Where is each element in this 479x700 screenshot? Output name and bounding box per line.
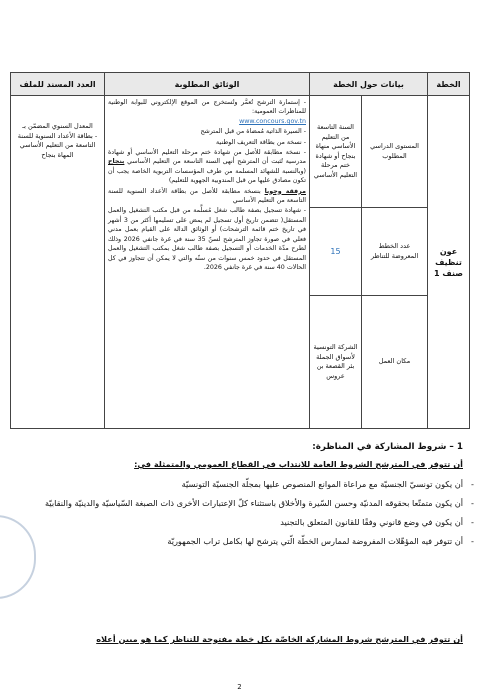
requirements-table [10, 72, 470, 429]
table-header-row [11, 73, 470, 96]
list-item: - أن يكون متمتّعا بحقوقه المدنيّة وحسن السّيرة والأخلاق باستثناء كلّ الإعتبارات الأخرى ذات الصبغة السّياسيّة والدينيّة والنقابيّة [18, 495, 463, 511]
header-plan: الخطة [428, 73, 470, 96]
list-item: - أن يكون تونسيّ الجنسيّة مع مراعاة الموانع المنصوص عليها بمجلّة الجنسيّة التونسيّة [18, 476, 463, 492]
page-number: 2 [237, 683, 242, 691]
section-subtitle: أن تتوفر في المترشح الشروط العامة للانتداب في القطاع العمومي والمتمثلة في: [134, 459, 463, 469]
header-count: العدد المسند للملف [11, 73, 105, 96]
header-plan-data: بيانات حول الخطة [310, 73, 428, 96]
section-closing: أن تتوفر في المترشح شروط المشاركة الخاصّة بكل خطة مفتوحة للتناظر كما هو مبين أعلاه [96, 634, 463, 644]
required-docs [105, 96, 310, 429]
row-label-level: المستوى الدراسي المطلوب [362, 96, 428, 208]
section-title: 1 – شروط المشاركة في المناظرة: [312, 442, 463, 452]
header-docs: الوثائق المطلوبة [105, 73, 310, 96]
row-value-workplace: الشركة التونسية لأسواق الجملة بئر القصعة بن عروس [310, 296, 362, 429]
row-value-level: السنة التاسعة من التعليم الأساسي منهاة بنجاح أو شهادة ختم مرحلة التعليم الأساسي [310, 96, 362, 208]
doc-item: - السيرة الذاتية مُمضاة من قبل المترشح [200, 128, 306, 136]
doc-item: - نسخة مطابقة للأصل من شهادة ختم مرحلة التعليم الأساسي أو شهادة مدرسية تُثبت أن المترشح أنهى السنة التاسعة من التعليم الأساسي بنجاح (وبالنسبة للشهائد المسلمة من طرف المؤسسات التربوية الخاصة يجب أن تكون مصادق عليها من قبل المندوبية الجهوية للتعليم) [108, 149, 306, 185]
list-item: - أن يكون في وضع قانوني وفقًا للقانون المتعلق بالتجنيد [18, 514, 463, 530]
doc-item: مرفقة وجوبا بنسخة مطابقة للأصل من بطاقة الأعداد السنوية للسنة التاسعة من التعليم الأساسي [108, 187, 306, 205]
row-label-positions: عدد الخطط المعروضة للتناظر [362, 208, 428, 296]
conditions-list [18, 476, 479, 552]
row-value-positions: 15 [310, 208, 362, 296]
concours-link[interactable]: www.concours.gov.tn [239, 117, 306, 125]
plan-name: عون تنظيف صنف 1 [428, 96, 470, 429]
row-label-workplace: مكان العمل [362, 296, 428, 429]
list-item: - أن تتوفر فيه المؤهّلات المفروضة لممارس الخطّة الّتي يترشح لها بكامل تراب الجمهوريّة [18, 533, 463, 549]
doc-item: - إستمارة الترشح تُعمَّر وتُستخرج من الموقع الإلكتروني للبوابة الوطنية للمناظرات العمومية: www.concours.gov.tn [108, 99, 306, 125]
doc-item: - شهادة تسجيل بصفة طالب شغل مُسلَّمة من قبل مكتب التشغيل والعمل المستقل( تتضمن تاريخ أول تسجيل لم يمض على تسليمها أكثر من 3 أشهر في تاريخ ختم قائمة الترشحات) أو الوثائق الدالة على القيام بعمل مدني فعلي في صورة تجاوز المترشح لسنّ 35 سنة في غرة جانفي 2026 وذلك لطرح مدّة الخدمات أو التسجيل بصفة طالب شغل بمكتب التشغيل والعمل المستقل في حدود خمس سنوات من سنّه والتي لا يمكن أن تتجاوز في كل الحالات 40 سنة في غرة جانفي 2026. [108, 207, 306, 271]
doc-item: - نسخة من بطاقة التعريف الوطنية [216, 138, 306, 146]
table-row [11, 96, 470, 208]
assigned-count: المعدل السنوي المضمّن بـ - بطاقة الأعداد السنوية للسنة التاسعة من التعليم الأساسي المهاة بنجاح [11, 96, 105, 429]
